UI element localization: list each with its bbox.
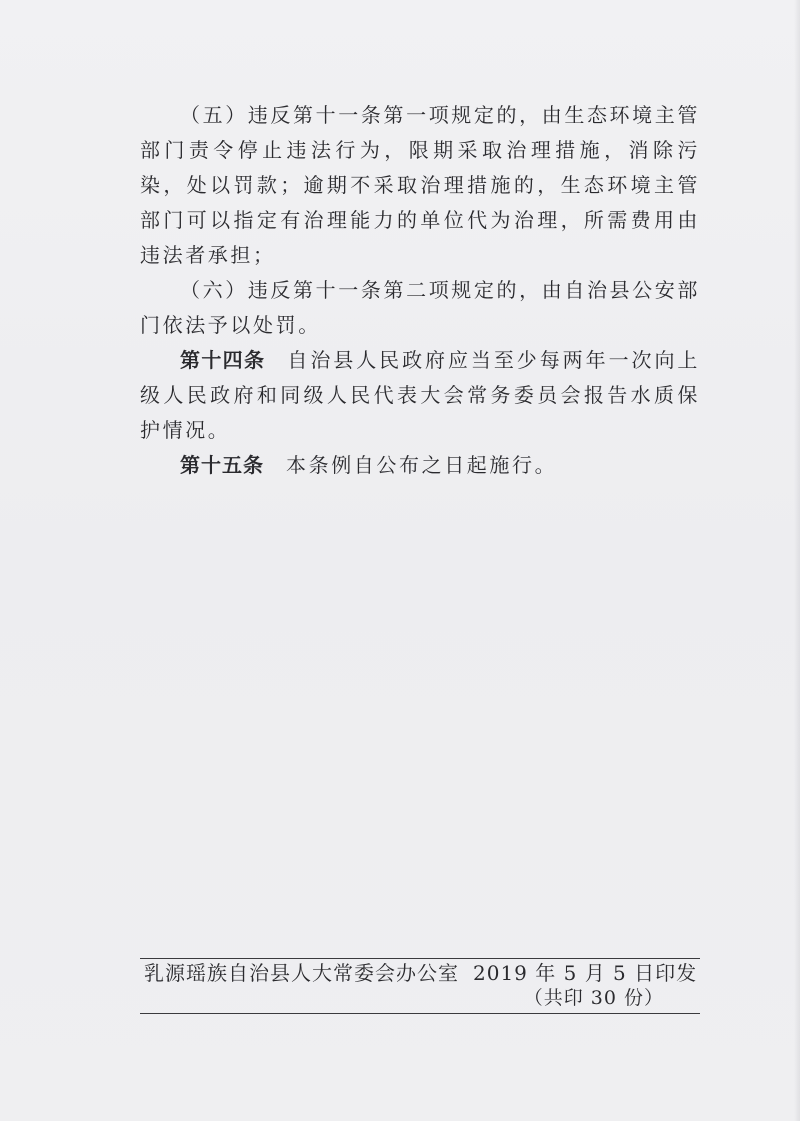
issue-date: 2019 年 5 月 5 日印发 bbox=[473, 961, 698, 985]
article-14-text: 自治县人民政府应当至少每两年一次向上级人民政府和同级人民代表大会常务委员会报告水质保护情况。 bbox=[140, 348, 700, 442]
clause-5 bbox=[140, 98, 700, 273]
article-15-heading: 第十五条 bbox=[180, 453, 264, 477]
issue-line bbox=[144, 961, 696, 985]
footer-top-rule bbox=[140, 958, 700, 959]
clause-6-text: （六）违反第十一条第二项规定的，由自治县公安部门依法予以处罚。 bbox=[140, 278, 700, 337]
clause-6 bbox=[140, 273, 700, 343]
document-body bbox=[140, 98, 700, 483]
copies-count: （共印 30 份） bbox=[523, 987, 664, 1009]
article-15-text: 本条例自公布之日起施行。 bbox=[286, 453, 558, 477]
footer-bottom-rule bbox=[140, 1013, 700, 1014]
article-14 bbox=[140, 343, 700, 448]
article-15 bbox=[140, 448, 700, 483]
article-14-heading: 第十四条 bbox=[180, 348, 266, 372]
issuer-name: 乳源瑶族自治县人大常委会办公室 bbox=[144, 961, 459, 985]
clause-5-text: （五）违反第十一条第一项规定的，由生态环境主管部门责令停止违法行为，限期采取治理措施，消除污染，处以罚款；逾期不采取治理措施的，生态环境主管部门可以指定有治理能力的单位代为治理，所需费用由违法者承担； bbox=[140, 103, 700, 267]
page-edge-shadow bbox=[794, 0, 800, 1121]
